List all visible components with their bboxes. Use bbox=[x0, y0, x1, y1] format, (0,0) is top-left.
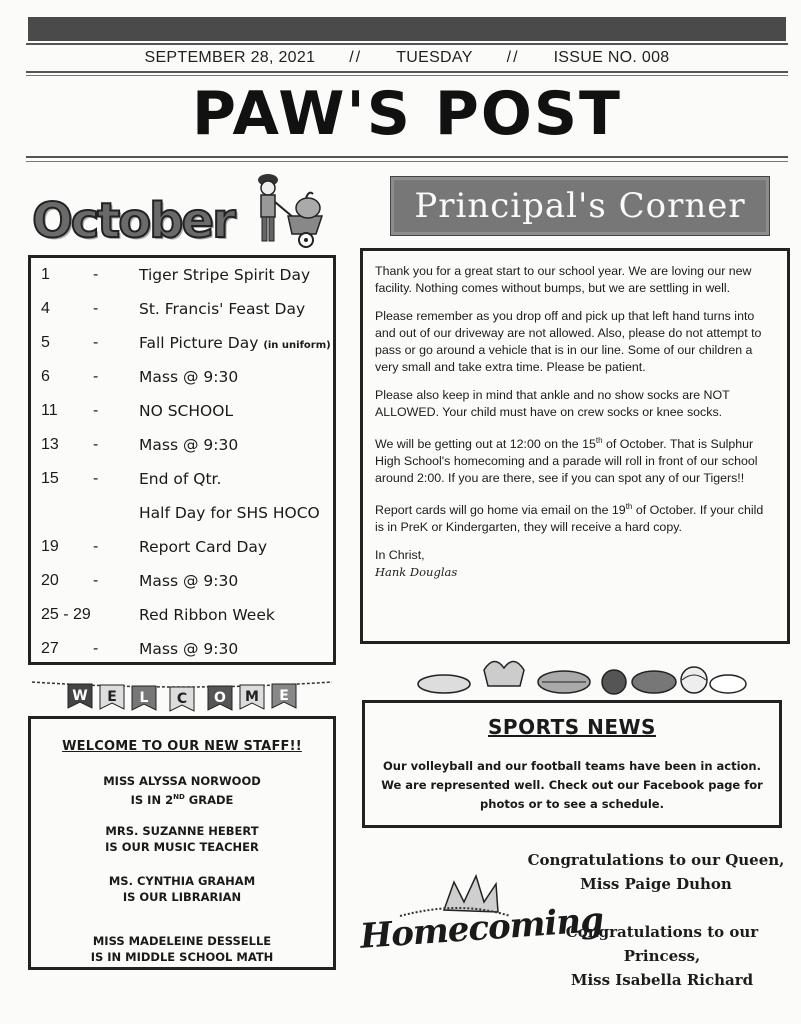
calendar-event bbox=[139, 606, 275, 624]
queen-name: Miss Paige Duhon bbox=[580, 875, 732, 893]
principal-paragraph: Thank you for a great start to our school year. We are loving our new facility. Nothing comes without bumps, but we are settling in well. bbox=[375, 264, 752, 295]
queen-congrats bbox=[520, 848, 792, 896]
bunting-letter: C bbox=[176, 691, 188, 707]
principal-text: of October. If your child is in PreK or Kindergarten, they will receive a hard copy. bbox=[375, 503, 764, 535]
staff-name: MISS ALYSSA NORWOOD bbox=[103, 774, 261, 788]
calendar-dash: - bbox=[93, 640, 99, 657]
principal-paragraph bbox=[375, 432, 775, 487]
bunting-flag bbox=[100, 685, 124, 709]
calendar-dash: - bbox=[93, 538, 99, 555]
masthead-rule-bottom bbox=[26, 156, 788, 158]
principal-text: We will be getting out at 12:00 on the 15 bbox=[375, 437, 596, 452]
staff-role-text: IS OUR LIBRARIAN bbox=[122, 890, 242, 904]
calendar-event bbox=[139, 334, 331, 352]
issue-separator: // bbox=[506, 49, 520, 66]
homecoming-logo-text: Homecoming bbox=[358, 900, 605, 957]
calendar-dash: - bbox=[93, 368, 99, 385]
calendar-event-text: St. Francis' Feast Day bbox=[139, 300, 306, 318]
calendar-dash: - bbox=[93, 470, 99, 487]
bunting-letter: L bbox=[139, 690, 149, 706]
staff-role bbox=[31, 789, 333, 808]
calendar-event bbox=[139, 368, 238, 386]
sports-news-title: SPORTS NEWS bbox=[488, 715, 656, 739]
calendar-row bbox=[31, 260, 331, 292]
bunting-letter: W bbox=[72, 688, 88, 704]
calendar-event bbox=[139, 266, 310, 284]
calendar-dash: - bbox=[93, 436, 99, 453]
staff-role-text: IS IN 2 bbox=[130, 792, 174, 807]
sports-equipment-icon bbox=[414, 652, 750, 698]
calendar-row bbox=[31, 396, 331, 428]
issue-date: SEPTEMBER 28, 2021 bbox=[144, 49, 316, 66]
calendar-event-text: Mass @ 9:30 bbox=[139, 572, 239, 590]
sports-news-body: Our volleyball and our football teams have been in action. We are represented well. Check out our Facebook page for photos or to see a schedule. bbox=[381, 759, 763, 811]
calendar-event-text: Mass @ 9:30 bbox=[139, 368, 239, 386]
calendar-event-text: NO SCHOOL bbox=[139, 402, 234, 420]
calendar-dash: - bbox=[93, 334, 99, 351]
staff-item bbox=[31, 773, 333, 808]
staff-item bbox=[31, 873, 333, 905]
calendar-date: 4 bbox=[41, 300, 50, 317]
calendar-date: 6 bbox=[41, 368, 50, 385]
calendar-event bbox=[139, 504, 320, 522]
staff-item bbox=[31, 823, 333, 855]
calendar-row bbox=[31, 430, 331, 462]
masthead-rule-mid-thin bbox=[26, 75, 788, 76]
calendar-event-text: Report Card Day bbox=[139, 538, 268, 556]
principal-signature: Hank Douglas bbox=[375, 565, 458, 580]
staff-name: MRS. SUZANNE HEBERT bbox=[105, 824, 259, 838]
staff-name: MISS MADELEINE DESSELLE bbox=[92, 934, 272, 948]
staff-role-text: IS OUR MUSIC TEACHER bbox=[105, 840, 259, 854]
bunting-flag bbox=[208, 686, 232, 710]
bunting-letter: E bbox=[107, 689, 117, 705]
calendar-row bbox=[31, 464, 331, 496]
issue-day: TUESDAY bbox=[396, 49, 473, 66]
calendar-event bbox=[139, 572, 238, 590]
principal-paragraph: Please remember as you drop off and pick up that left hand turns into and out of our driveway are not allowed. Also, please do not attempt to pass or go around a vehicle that is in our line. Some of our children a very small and take extra time. Please be patient. bbox=[375, 309, 762, 374]
principal-closing: In Christ, bbox=[375, 548, 425, 563]
principal-text: Report cards will go home via email on the 19 bbox=[375, 503, 626, 518]
bunting-letter: E bbox=[279, 688, 289, 704]
bunting-flag bbox=[68, 684, 92, 708]
princess-congrats bbox=[528, 920, 796, 989]
calendar-dash: - bbox=[93, 402, 99, 419]
calendar-row bbox=[31, 600, 331, 632]
calendar-event-text: Mass @ 9:30 bbox=[139, 436, 239, 454]
calendar-event-note: (in uniform) bbox=[263, 340, 331, 351]
new-staff-heading: WELCOME TO OUR NEW STAFF!! bbox=[62, 739, 302, 754]
calendar-row bbox=[31, 634, 331, 666]
calendar-event-text: Fall Picture Day bbox=[139, 334, 259, 352]
new-staff-box bbox=[28, 716, 336, 970]
calendar-dash: - bbox=[93, 572, 99, 589]
staff-role-sup: ND bbox=[173, 793, 185, 801]
principal-paragraph: Please also keep in mind that ankle and no show socks are NOT ALLOWED. Your child must have on crew socks or knee socks. bbox=[375, 388, 730, 419]
calendar-date: 11 bbox=[41, 402, 58, 419]
bunting-flag bbox=[240, 685, 264, 709]
staff-role bbox=[31, 949, 333, 965]
issue-separator: // bbox=[349, 49, 363, 66]
principal-sup: th bbox=[625, 502, 633, 512]
principal-text: of October. That is Sulphur High School's homecoming and a parade will roll in front of our school around 2:00. If you are there, see if you can spot any of our Tigers!! bbox=[375, 437, 758, 486]
calendar-event-text: Half Day for SHS HOCO bbox=[139, 504, 320, 522]
masthead-top-band bbox=[28, 17, 786, 41]
bunting-flag bbox=[272, 684, 296, 708]
masthead-rule-bottom-thin bbox=[26, 161, 788, 162]
calendar-row bbox=[31, 328, 331, 360]
principal-sup: th bbox=[595, 436, 603, 445]
calendar-row bbox=[31, 532, 331, 564]
calendar-date: 27 bbox=[41, 640, 59, 657]
queen-congrats-line: Congratulations to our Queen, bbox=[527, 851, 785, 869]
calendar-date: 19 bbox=[41, 538, 59, 555]
principals-corner-box bbox=[360, 248, 790, 644]
princess-congrats-line: Congratulations to our Princess, bbox=[565, 923, 759, 965]
october-heading: October bbox=[32, 193, 234, 249]
calendar-event bbox=[139, 300, 305, 318]
staff-role-text: GRADE bbox=[184, 792, 234, 807]
masthead-rule-top bbox=[26, 43, 788, 45]
newspaper-title: PAW'S POST bbox=[192, 79, 622, 149]
bunting-letter: M bbox=[245, 689, 259, 705]
calendar-date: 15 bbox=[41, 470, 59, 487]
principals-corner-banner bbox=[390, 176, 770, 236]
calendar-date: 1 bbox=[41, 266, 50, 283]
calendar-date: 20 bbox=[41, 572, 59, 589]
calendar-row bbox=[31, 498, 331, 530]
scarecrow-wheelbarrow-icon bbox=[248, 168, 332, 252]
calendar-date: 25 - 29 bbox=[41, 606, 91, 623]
calendar-date: 13 bbox=[41, 436, 59, 453]
staff-role-text: IS IN MIDDLE SCHOOL MATH bbox=[90, 950, 274, 964]
princess-name: Miss Isabella Richard bbox=[570, 971, 754, 989]
staff-role bbox=[31, 839, 333, 855]
calendar-row bbox=[31, 294, 331, 326]
calendar-event bbox=[139, 402, 233, 420]
bunting-flag bbox=[132, 686, 156, 710]
october-calendar bbox=[28, 255, 336, 665]
calendar-event-text: Red Ribbon Week bbox=[139, 606, 275, 624]
calendar-row bbox=[31, 566, 331, 598]
staff-name: MS. CYNTHIA GRAHAM bbox=[108, 874, 256, 888]
calendar-event bbox=[139, 470, 221, 488]
calendar-event-text: Mass @ 9:30 bbox=[139, 640, 239, 658]
principals-corner-heading: Principal's Corner bbox=[414, 186, 746, 226]
calendar-dash: - bbox=[93, 266, 99, 283]
calendar-event bbox=[139, 640, 238, 658]
staff-item bbox=[31, 933, 333, 965]
principal-paragraph bbox=[375, 498, 775, 536]
calendar-event-text: Tiger Stripe Spirit Day bbox=[139, 266, 311, 284]
calendar-row bbox=[31, 362, 331, 394]
staff-role bbox=[31, 889, 333, 905]
calendar-date: 5 bbox=[41, 334, 50, 351]
masthead-rule-mid bbox=[26, 71, 788, 73]
calendar-dash: - bbox=[93, 300, 99, 317]
sports-news-box bbox=[362, 700, 782, 828]
issue-line bbox=[26, 46, 788, 70]
bunting-icon bbox=[28, 674, 336, 714]
calendar-event-text: End of Qtr. bbox=[139, 470, 222, 488]
bunting-flag bbox=[170, 687, 194, 711]
calendar-event bbox=[139, 436, 238, 454]
calendar-event bbox=[139, 538, 267, 556]
issue-number: ISSUE NO. 008 bbox=[553, 49, 670, 66]
bunting-letter: O bbox=[214, 690, 226, 706]
